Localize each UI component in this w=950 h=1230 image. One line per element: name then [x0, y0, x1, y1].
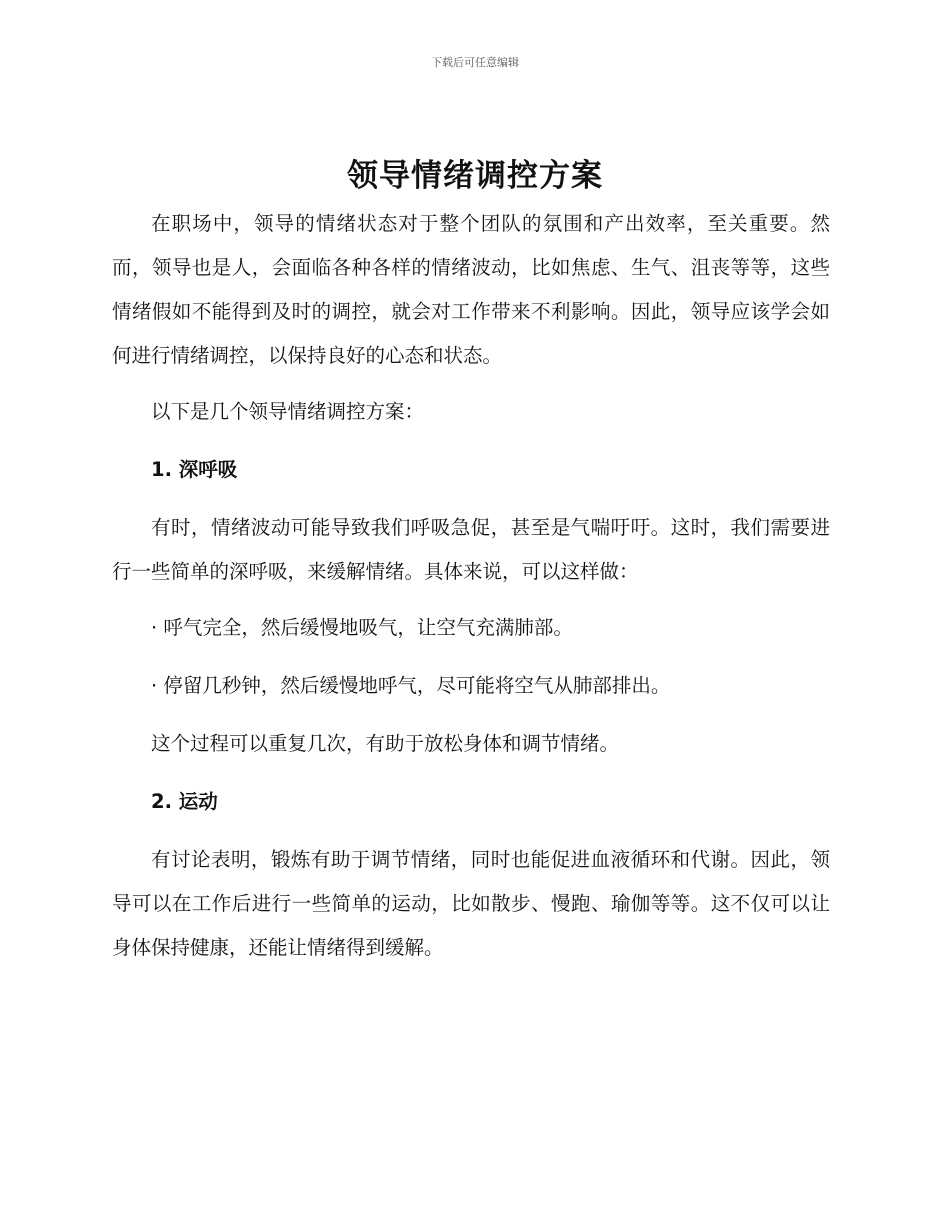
document-body	[112, 202, 830, 982]
bullet-item: · 停留几秒钟，然后缓慢地呼气，尽可能将空气从肺部排出。	[151, 674, 671, 697]
page-title: 领导情绪调控方案	[347, 158, 603, 194]
lead-in-text: 以下是几个领导情绪调控方案：	[151, 400, 425, 423]
section-closing: 这个过程可以重复几次，有助于放松身体和调节情绪。	[151, 732, 620, 755]
section-paragraph: 有讨论表明，锻炼有助于调节情绪，同时也能促进血液循环和代谢。因此，领导可以在工作后进行一些简单的运动，比如散步、慢跑、瑜伽等等。这不仅可以让身体保持健康，还能让情绪得到缓解。	[112, 848, 830, 959]
header-note: 下载后可任意编辑	[431, 56, 519, 69]
section-heading: 1. 深呼吸	[151, 458, 238, 481]
section-deep-breathing	[112, 448, 830, 766]
section-paragraph: 有时，情绪波动可能导致我们呼吸急促，甚至是气喘吁吁。这时，我们需要进行一些简单的深呼吸，来缓解情绪。具体来说，可以这样做：	[112, 516, 830, 583]
section-exercise	[112, 780, 830, 970]
bullet-item: · 呼气完全，然后缓慢地吸气，让空气充满肺部。	[151, 616, 573, 639]
section-heading: 2. 运动	[151, 790, 218, 813]
intro-paragraph: 在职场中，领导的情绪状态对于整个团队的氛围和产出效率，至关重要。然而，领导也是人，会面临各种各样的情绪波动，比如焦虑、生气、沮丧等等，这些情绪假如不能得到及时的调控，就会对工作带来不利影响。因此，领导应该学会如何进行情绪调控，以保持良好的心态和状态。	[112, 212, 830, 367]
